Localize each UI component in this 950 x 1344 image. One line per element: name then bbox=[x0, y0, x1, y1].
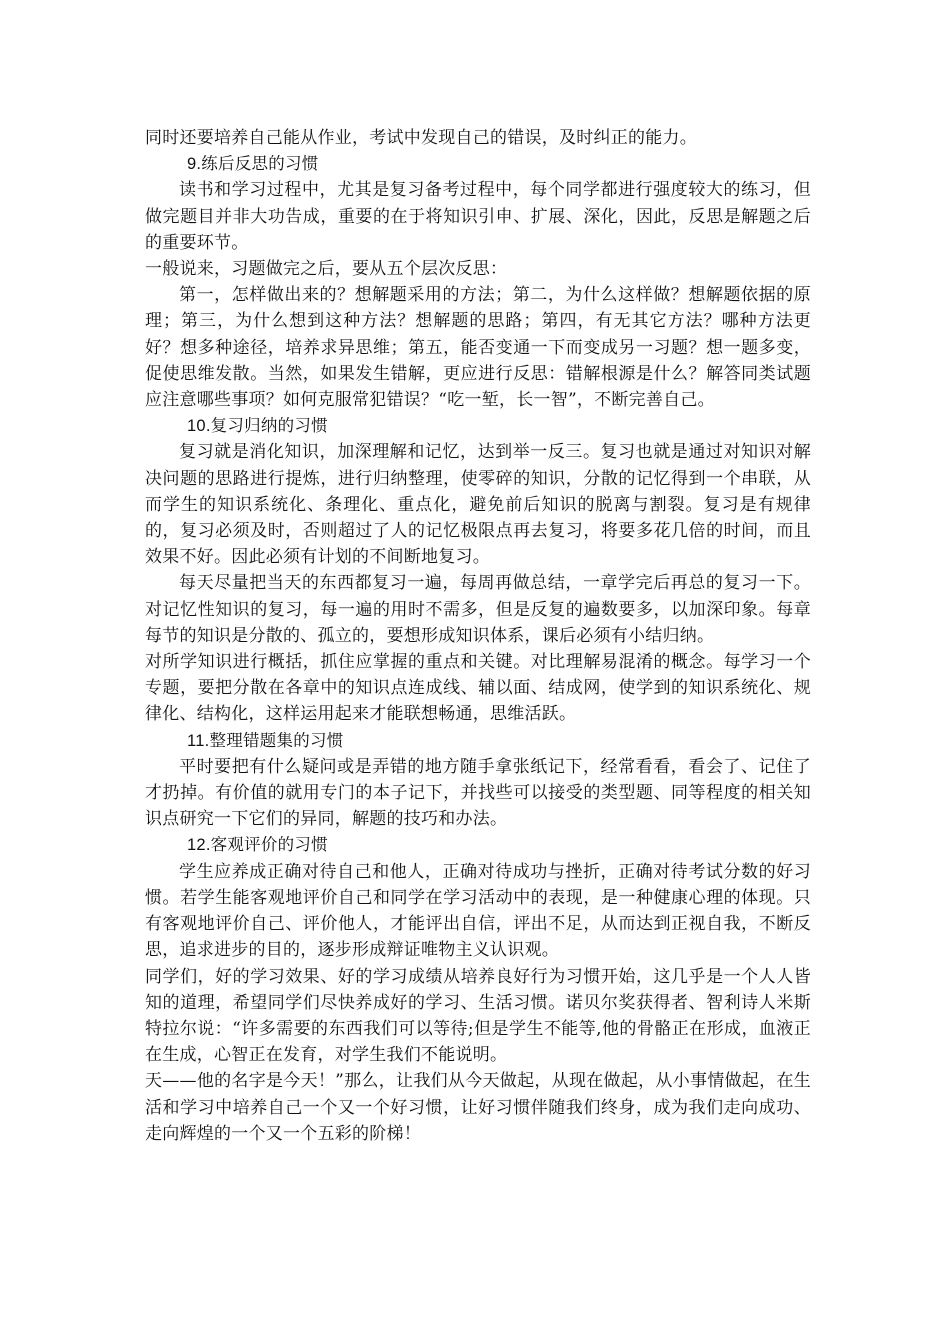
body-paragraph: 学生应养成正确对待自己和他人，正确对待成功与挫折，正确对待考试分数的好习惯。若学生能客观地评价自己和同学在学习活动中的表现，是一种健康心理的体现。只有客观地评价自己、评价他人，才能评出自信，评出不足，从而达到正视自我，不断反思，追求进步的目的，逐步形成辩证唯物主义认识观。 bbox=[145, 861, 811, 961]
body-paragraph: 同学们，好的学习效果、好的学习成绩从培养良好行为习惯开始，这几乎是一个人人皆知的道理，希望同学们尽快养成好的学习、生活习惯。诺贝尔奖获得者、智利诗人米斯特拉尔说：“许多需要的东西我们可以等待;但是学生不能等,他的骨骼正在形成，血液正在生成，心智正在发育，对学生我们不能说明。 bbox=[145, 966, 811, 1066]
section-heading: 11.整理错题集的习惯 bbox=[187, 731, 344, 750]
section-heading: 10.复习归纳的习惯 bbox=[187, 417, 328, 436]
section-heading: 9.练后反思的习惯 bbox=[187, 155, 319, 174]
body-paragraph: 天——他的名字是今天！”那么，让我们从今天做起，从现在做起，从小事情做起，在生活和学习中培养自己一个又一个好习惯，让好习惯伴随我们终身，成为我们走向成功、走向辉煌的一个又一个五彩的阶梯！ bbox=[145, 1071, 811, 1144]
body-paragraph: 对所学知识进行概括，抓住应掌握的重点和关键。对比理解易混淆的概念。每学习一个专题，要把分散在各章中的知识点连成线、辅以面、结成网，使学到的知识系统化、规律化、结构化，这样运用起来才能联想畅通，思维活跃。 bbox=[145, 652, 811, 725]
body-paragraph: 第一，怎样做出来的？想解题采用的方法；第二，为什么这样做？想解题依据的原理；第三，为什么想到这种方法？想解题的思路；第四，有无其它方法？哪种方法更好？想多种途径，培养求异思维；第五，能否变通一下而变成另一习题？想一题多变，促使思维发散。当然，如果发生错解，更应进行反思：错解根源是什么？解答同类试题应注意哪些事项？如何克服常犯错误？“吃一堑，长一智”，不断完善自己。 bbox=[145, 285, 811, 411]
body-paragraph: 复习就是消化知识，加深理解和记忆，达到举一反三。复习也就是通过对知识对解决问题的思路进行提炼，进行归纳整理，使零碎的知识，分散的记忆得到一个串联，从而学生的知识系统化、条理化、重点化，避免前后知识的脱离与割裂。复习是有规律的，复习必须及时，否则超过了人的记忆极限点再去复习，将要多花几倍的时间，而且效果不好。因此必须有计划的不间断地复习。 bbox=[145, 442, 811, 568]
body-paragraph: 一般说来，习题做完之后，要从五个层次反思： bbox=[145, 259, 508, 280]
body-paragraph: 平时要把有什么疑问或是弄错的地方随手拿张纸记下，经常看看，看会了、记住了才扔掉。有价值的就用专门的本子记下，并找些可以接受的类型题、同等程度的相关知识点研究一下它们的异同，解题的技巧和办法。 bbox=[145, 756, 811, 830]
body-paragraph: 读书和学习过程中，尤其是复习备考过程中，每个同学都进行强度较大的练习，但做完题目并非大功告成，重要的在于将知识引申、扩展、深化，因此，反思是解题之后的重要环节。 bbox=[145, 180, 811, 253]
section-heading: 12.客观评价的习惯 bbox=[187, 836, 328, 855]
body-paragraph: 同时还要培养自己能从作业，考试中发现自己的错误，及时纠正的能力。 bbox=[145, 128, 697, 148]
document-body bbox=[145, 125, 811, 1147]
body-paragraph: 每天尽量把当天的东西都复习一遍，每周再做总结，一章学完后再总的复习一下。对记忆性知识的复习，每一遍的用时不需多，但是反复的遍数要多，以加深印象。每章每节的知识是分散的、孤立的，要想形成知识体系，课后必须有小结归纳。 bbox=[145, 573, 811, 646]
